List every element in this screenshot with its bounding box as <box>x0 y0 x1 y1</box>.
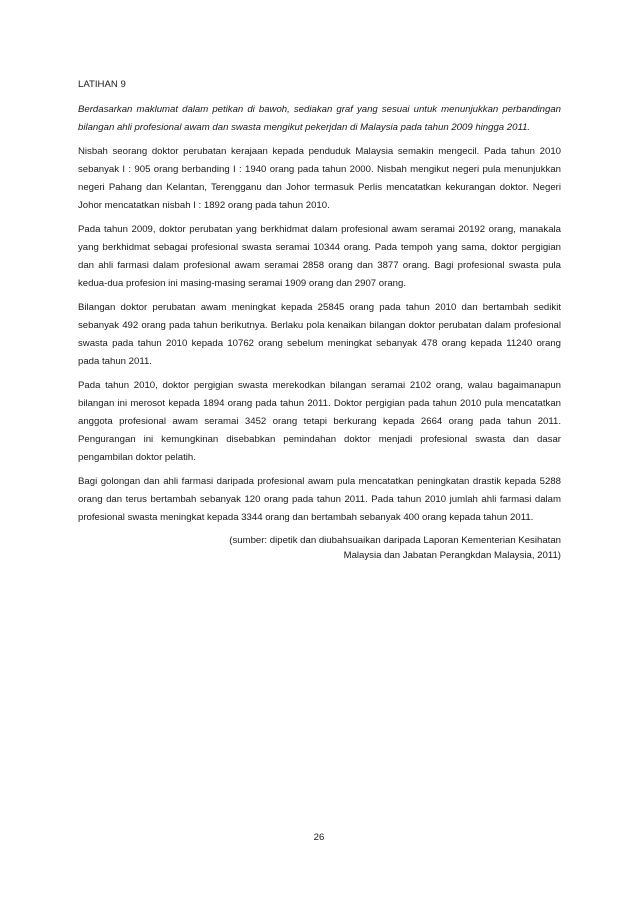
exercise-heading: LATIHAN 9 <box>78 79 126 90</box>
body-paragraph-3: Bilangan doktor perubatan awam meningkat kepada 25845 orang pada tahun 2010 dan bertambah sedikit sebanyak 492 orang pada tahun berikutnya. Berlaku pola kenaikan bilangan doktor perubatan dalam profesional swasta pada tahun 2010 kepada 10762 orang sebelum meningkat sebanyak 478 orang kepada 11240 orang pada tahun 2011. <box>78 302 561 367</box>
body-paragraph-1: Nisbah seorang doktor perubatan kerajaan kepada penduduk Malaysia semakin mengecil. Pada tahun 2010 sebanyak I : 905 orang berbanding I : 1940 orang pada tahun 2000. Nisbah mengikut negeri pula menunjukkan negeri Pahang dan Kelantan, Terengganu dan Johor termasuk Perlis mencatatkan kekurangan doktor. Negeri Johor mencatatkan nisbah I : 1892 orang pada tahun 2010. <box>78 146 561 211</box>
page-content <box>78 76 561 563</box>
body-paragraph-4: Pada tahun 2010, doktor pergigian swasta merekodkan bilangan seramai 2102 orang, walau bagaimanapun bilangan ini merosot kepada 1894 orang pada tahun 2011. Doktor pergigian pada tahun 2010 pula mencatatkan anggota profesional awam seramai 3452 orang tetapi berkurang kepada 2664 orang pada tahun 2011. Pengurangan ini kemungkinan disebabkan pemindahan doktor menjadi profesional swasta dan dasar pengambilan doktor pelatih. <box>78 380 561 463</box>
source-citation <box>78 533 561 563</box>
source-line-1: (sumber: dipetik dan diubahsuaikan daripada Laporan Kementerian Kesihatan <box>229 535 561 546</box>
body-paragraph-2: Pada tahun 2009, doktor perubatan yang berkhidmat dalam profesional awam seramai 20192 orang, manakala yang berkhidmat sebagai profesional swasta seramai 10344 orang. Pada tempoh yang sama, doktor pergigian dan ahli farmasi dalam profesional awam seramai 2858 orang dan 3877 orang. Bagi profesional swasta pula kedua-dua profesion ini masing-masing seramai 1909 orang dan 2907 orang. <box>78 224 561 289</box>
body-paragraph-5: Bagi golongan dan ahli farmasi daripada profesional awam pula mencatatkan peningkatan drastik kepada 5288 orang dan terus bertambah sebanyak 120 orang pada tahun 2011. Pada tahun 2010 jumlah ahli farmasi dalam profesional swasta meningkat kepada 3344 orang dan bertambah sebanyak 400 orang kepada tahun 2011. <box>78 476 561 523</box>
source-line-2: Malaysia dan Jabatan Perangkdan Malaysia, 2011) <box>343 550 561 561</box>
page-number: 26 <box>313 832 325 843</box>
instruction-paragraph: Berdasarkan maklumat dalam petikan di bawoh, sediakan graf yang sesuai untuk menunjukkan perbandingan bilangan ahli profesional awam dan swasta mengikut pekerjdan di Malaysia pada tahun 2009 hingga 2011. <box>78 104 561 133</box>
